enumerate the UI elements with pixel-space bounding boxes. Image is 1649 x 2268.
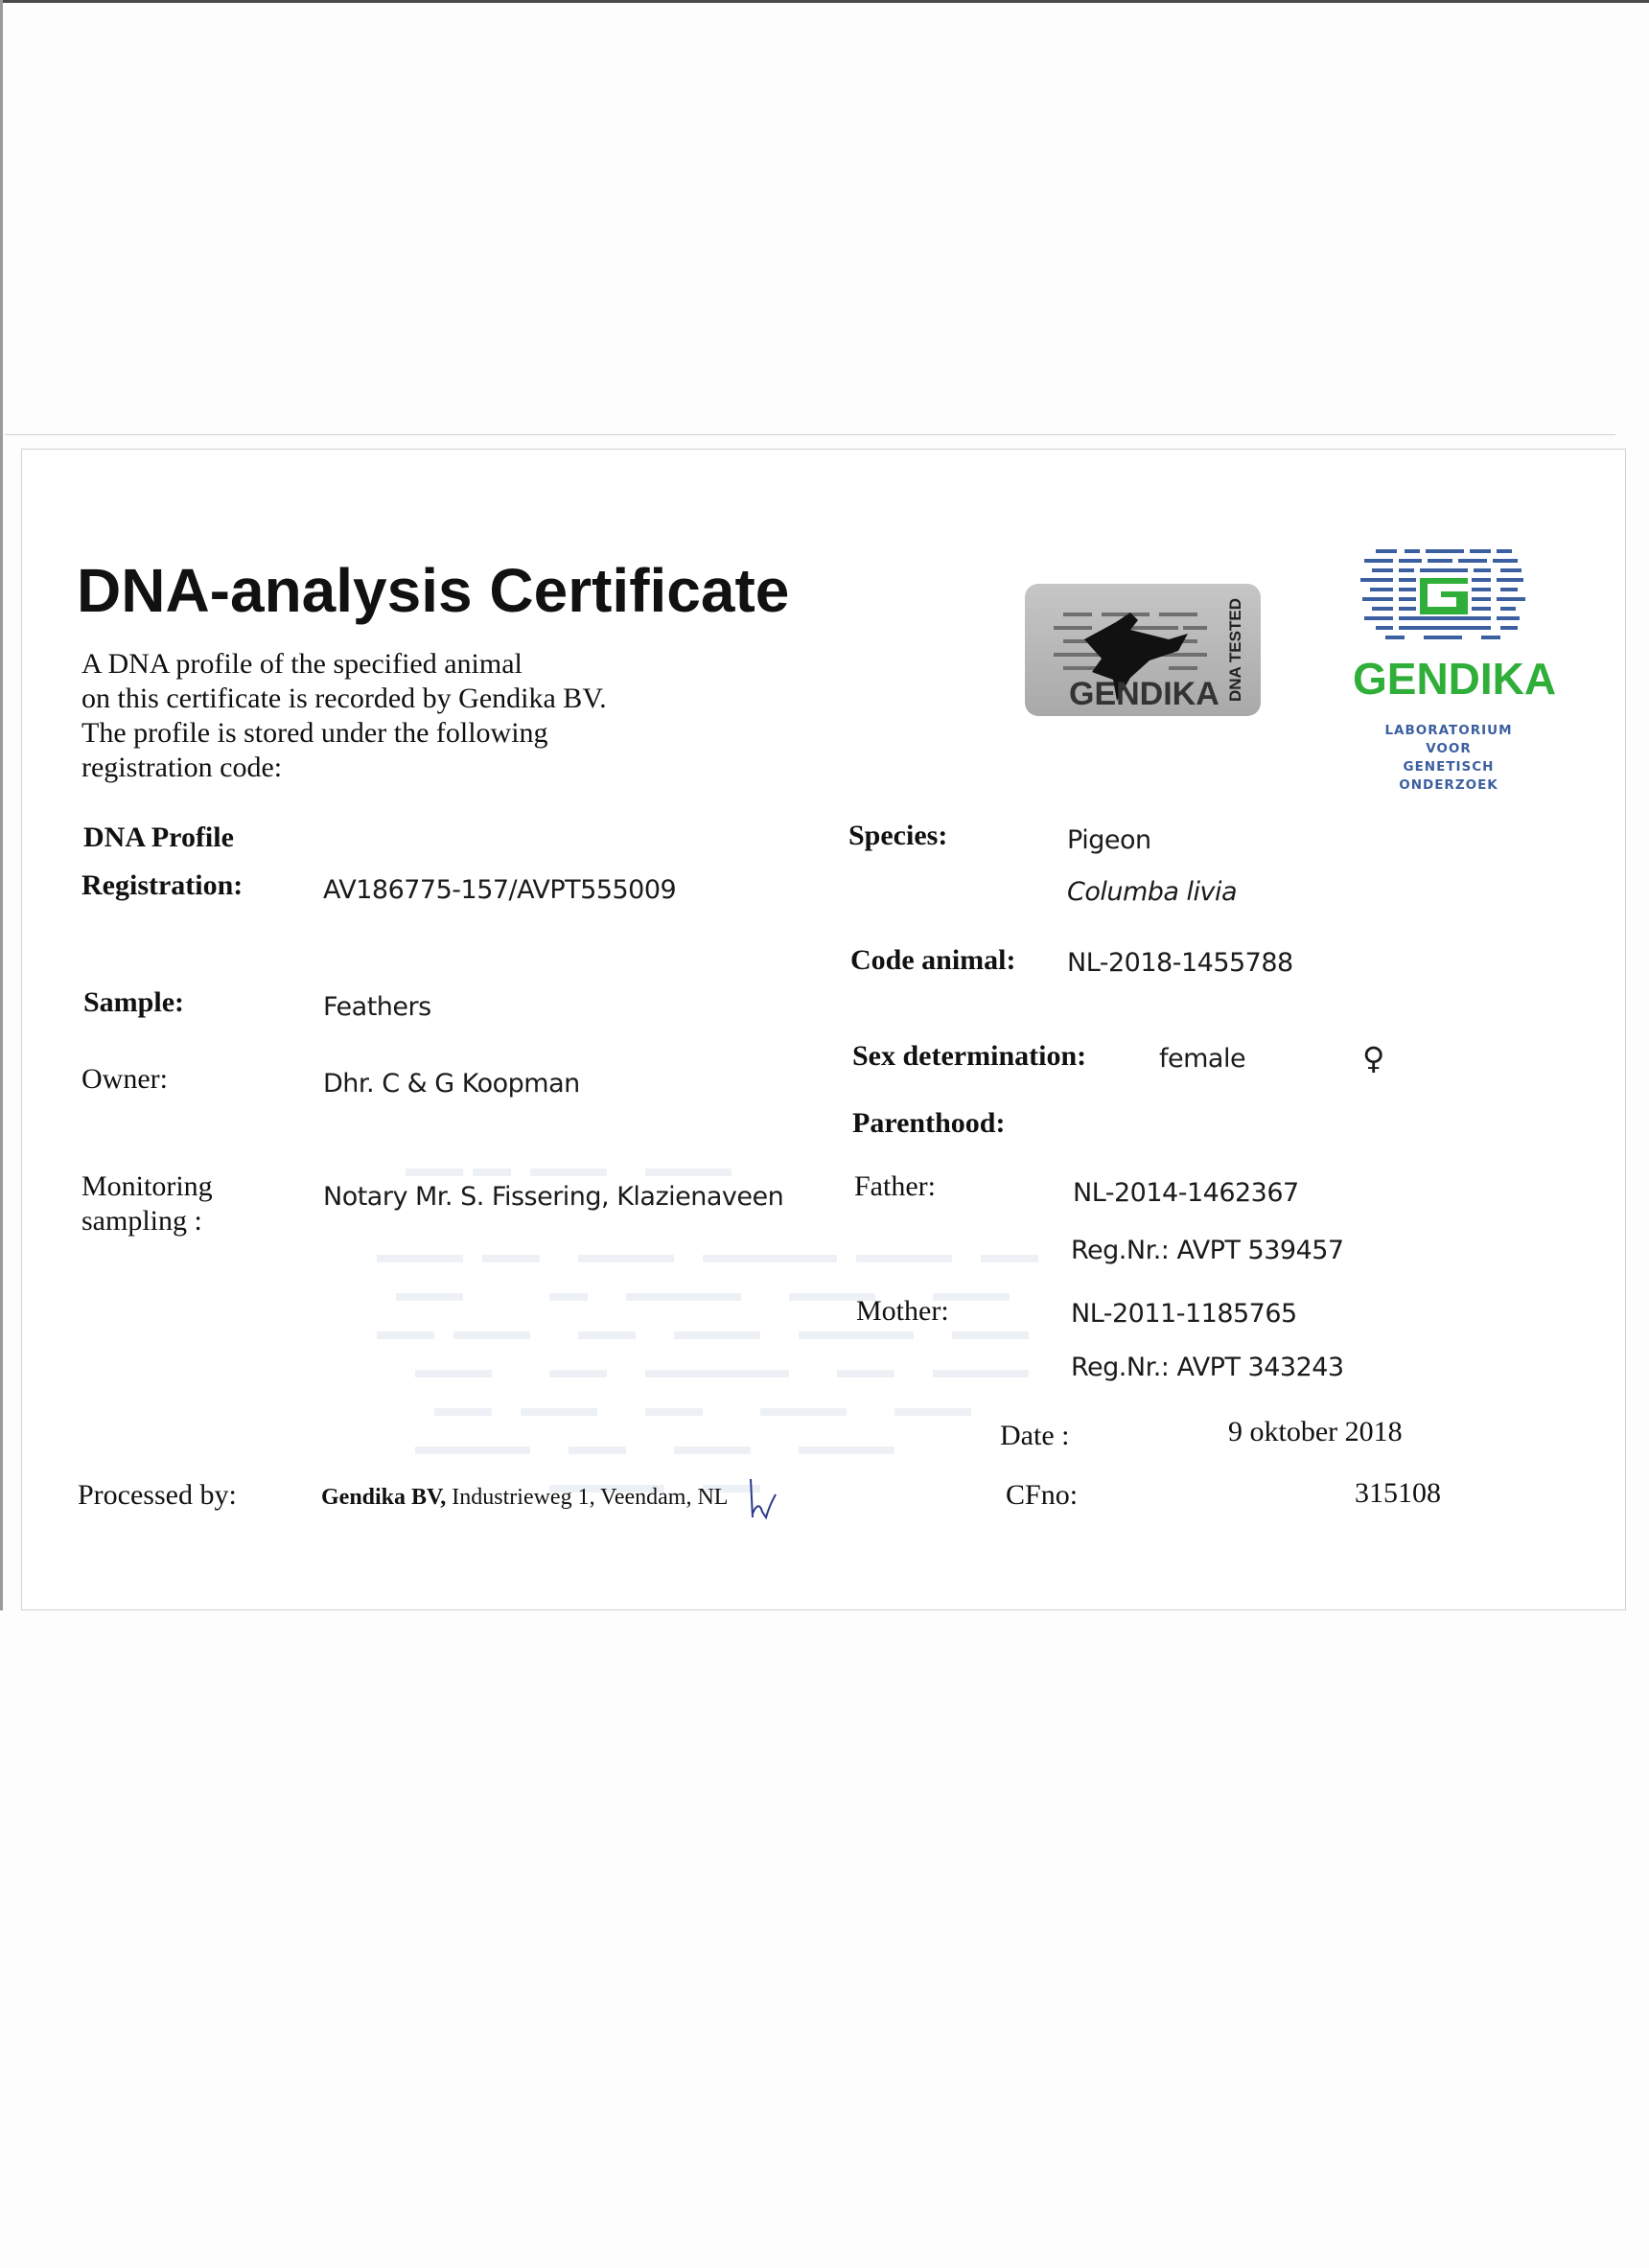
owner-label: Owner: [81, 1063, 168, 1095]
registration-label: Registration: [81, 869, 244, 901]
processed-address: Industrieweg 1, Veendam, NL [452, 1485, 729, 1510]
species-label: Species: [848, 820, 948, 851]
monitoring-label: Monitoring [81, 1170, 213, 1202]
signature-mark [743, 1475, 781, 1523]
intro-line: on this certificate is recorded by Gendika BV. [81, 683, 607, 714]
dna-profile-label: DNA Profile [83, 822, 234, 853]
sex-value: female [1159, 1044, 1246, 1074]
badge-brand-text: GENDIKA [1069, 676, 1219, 712]
registration-value: AV186775-157/AVPT555009 [323, 875, 677, 905]
father-label: Father: [854, 1170, 936, 1202]
intro-line: A DNA profile of the specified animal [81, 648, 523, 680]
gendika-tagline [1362, 722, 1535, 795]
cfno-label: CFno: [1006, 1479, 1079, 1511]
scan-top-edge [0, 0, 1649, 3]
gendika-wordmark: GENDIKA [1353, 654, 1557, 704]
code-animal-value: NL-2018-1455788 [1067, 948, 1293, 978]
mother-label: Mother: [856, 1295, 949, 1327]
sex-determination-label: Sex determination: [852, 1040, 1087, 1072]
card-outline [5, 434, 1615, 435]
mother-reg: Reg.Nr.: AVPT 343243 [1071, 1353, 1344, 1382]
dna-g-logo-icon [1357, 545, 1529, 651]
intro-line: registration code: [81, 752, 283, 783]
date-value: 9 oktober 2018 [1228, 1416, 1403, 1447]
cfno-value: 315108 [1355, 1477, 1441, 1509]
date-label: Date : [1000, 1420, 1070, 1451]
certificate-title: DNA-analysis Certificate [77, 556, 790, 625]
sample-label: Sample: [83, 986, 184, 1018]
badge-side-text: DNA TESTED [1226, 598, 1244, 702]
dna-tested-badge [1025, 584, 1261, 716]
species-common: Pigeon [1067, 825, 1151, 855]
scan-left-edge [0, 0, 3, 1610]
tagline-line: GENETISCH ONDERZOEK [1399, 759, 1498, 793]
processed-company: Gendika BV, [321, 1485, 447, 1510]
processed-by-value [321, 1485, 728, 1511]
monitoring-value: Notary Mr. S. Fissering, Klazienaveen [323, 1182, 784, 1212]
father-reg: Reg.Nr.: AVPT 539457 [1071, 1236, 1344, 1265]
female-symbol-icon: ♀ [1362, 1040, 1384, 1076]
mother-code: NL-2011-1185765 [1071, 1299, 1297, 1329]
code-animal-label: Code animal: [850, 944, 1016, 976]
intro-line: The profile is stored under the following [81, 717, 548, 749]
species-latin: Columba livia [1067, 877, 1238, 907]
sample-value: Feathers [323, 992, 431, 1022]
father-code: NL-2014-1462367 [1073, 1178, 1299, 1208]
certificate-card [21, 449, 1626, 1610]
parenthood-label: Parenthood: [852, 1107, 1006, 1139]
tagline-line: LABORATORIUM VOOR [1384, 723, 1513, 756]
owner-value: Dhr. C & G Koopman [323, 1069, 580, 1099]
monitoring-label-2: sampling : [81, 1205, 202, 1237]
certificate-intro [81, 647, 607, 785]
processed-by-label: Processed by: [78, 1479, 237, 1511]
